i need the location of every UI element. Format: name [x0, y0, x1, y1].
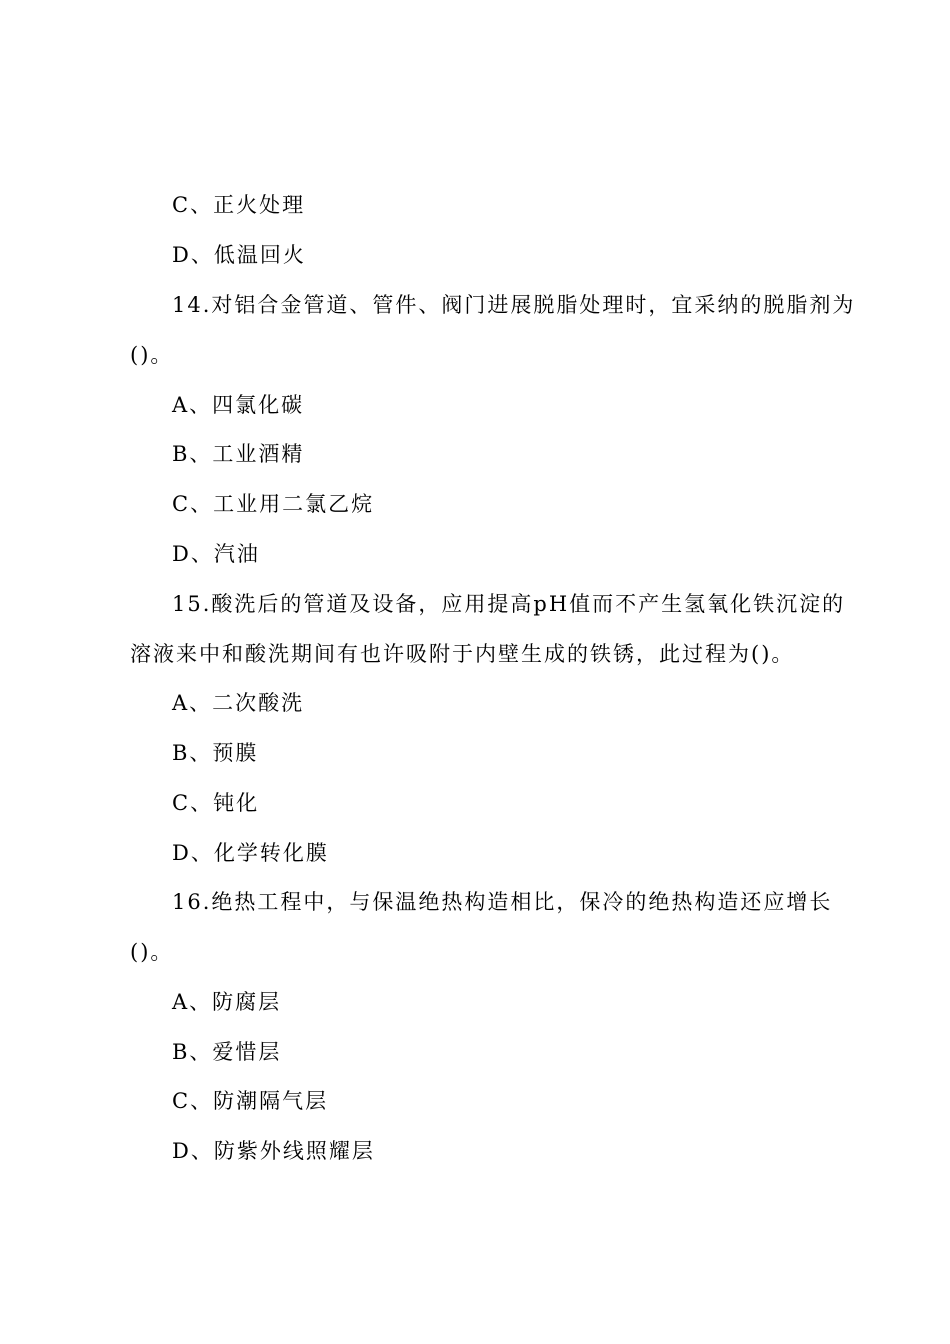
- q15-text-line1: 15.酸洗后的管道及设备，应用提高pH值而不产生氢氧化铁沉淀的: [172, 592, 846, 616]
- q15-option-c: C、钝化: [172, 791, 260, 815]
- q16-text-line2: ()。: [130, 940, 174, 964]
- q13-option-d: D、低温回火: [172, 243, 306, 267]
- q16-text-line1: 16.绝热工程中，与保温绝热构造相比，保冷的绝热构造还应增长: [172, 890, 833, 914]
- q14-option-d: D、汽油: [172, 542, 260, 566]
- q16-option-c: C、防潮隔气层: [172, 1089, 329, 1113]
- q15-option-d: D、化学转化膜: [172, 841, 329, 865]
- q15-option-b: B、预膜: [172, 741, 259, 765]
- q14-option-a: A、四氯化碳: [172, 393, 305, 417]
- q14-option-b: B、工业酒精: [172, 442, 305, 466]
- q15-text-line2: 溶液来中和酸洗期间有也许吸附于内壁生成的铁锈，此过程为()。: [130, 642, 795, 666]
- q15-option-a: A、二次酸洗: [172, 691, 305, 715]
- q14-text-line1: 14.对铝合金管道、管件、阀门进展脱脂处理时，宜采纳的脱脂剂为: [172, 293, 856, 317]
- q14-option-c: C、工业用二氯乙烷: [172, 492, 375, 516]
- q14-text-line2: ()。: [130, 343, 174, 367]
- q13-option-c: C、正火处理: [172, 193, 306, 217]
- q16-option-b: B、爱惜层: [172, 1040, 282, 1064]
- q16-option-d: D、防紫外线照耀层: [172, 1139, 375, 1163]
- q16-option-a: A、防腐层: [172, 990, 282, 1014]
